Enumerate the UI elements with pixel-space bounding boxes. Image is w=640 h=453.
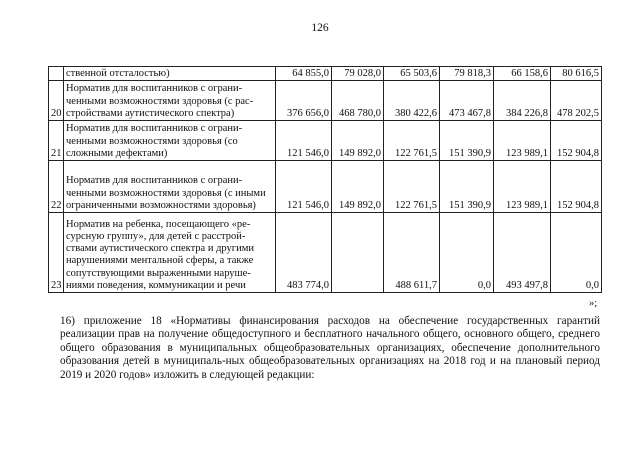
table-row (49, 81, 602, 121)
value-cell: 483 774,0 (276, 213, 332, 293)
value-cell: 0,0 (440, 213, 494, 293)
row-label: Норматив для воспитанников с ограни-ченными возможностями здоровья (с иными ограниченными возможностями здоровья) (64, 161, 276, 213)
row-label: ственной отсталостью) (64, 67, 276, 81)
table-row (49, 161, 602, 213)
value-cell: 493 497,8 (494, 213, 551, 293)
value-cell: 121 546,0 (276, 121, 332, 161)
value-cell: 123 989,1 (494, 121, 551, 161)
page-number: 126 (311, 22, 329, 34)
value-cell: 473 467,8 (440, 81, 494, 121)
row-number: 21 (49, 121, 64, 161)
row-label: Норматив для воспитанников с ограни-ченными возможностями здоровья (с рас-стройствами аутистического спектра) (64, 81, 276, 121)
value-cell: 468 780,0 (332, 81, 384, 121)
value-cell: 151 390,9 (440, 161, 494, 213)
value-cell: 0,0 (551, 213, 602, 293)
value-cell: 376 656,0 (276, 81, 332, 121)
value-cell: 79 028,0 (332, 67, 384, 81)
row-number: 22 (49, 161, 64, 213)
table-row (49, 213, 602, 293)
value-cell: 149 892,0 (332, 161, 384, 213)
value-cell: 380 422,6 (384, 81, 440, 121)
financing-norms-table (48, 66, 602, 293)
value-cell (332, 213, 384, 293)
value-cell: 66 158,6 (494, 67, 551, 81)
value-cell: 478 202,5 (551, 81, 602, 121)
value-cell: 152 904,8 (551, 121, 602, 161)
table-row (49, 121, 602, 161)
table-closing-quote: »; (589, 298, 598, 309)
value-cell: 123 989,1 (494, 161, 551, 213)
value-cell: 79 818,3 (440, 67, 494, 81)
row-number: 20 (49, 81, 64, 121)
row-label: Норматив на ребенка, посещающего «ре-сурсную группу», для детей с расстрой-ствами аутистического спектра и другими нарушениями ментальной сферы, а также сопутствующими выраженными наруше-ниями поведения, коммуникации и речи (64, 213, 276, 293)
value-cell: 121 546,0 (276, 161, 332, 213)
value-cell: 488 611,7 (384, 213, 440, 293)
row-label: Норматив для воспитанников с ограни-ченными возможностями здоровья (со сложными дефектами) (64, 121, 276, 161)
value-cell: 151 390,9 (440, 121, 494, 161)
row-number: 23 (49, 213, 64, 293)
value-cell: 65 503,6 (384, 67, 440, 81)
value-cell: 149 892,0 (332, 121, 384, 161)
table-row (49, 67, 602, 81)
value-cell: 122 761,5 (384, 121, 440, 161)
value-cell: 122 761,5 (384, 161, 440, 213)
value-cell: 384 226,8 (494, 81, 551, 121)
row-number (49, 67, 64, 81)
amendment-paragraph: 16) приложение 18 «Нормативы финансирования расходов на обеспечение государственных гарантий реализации прав на получение общедоступного и бесплатного начального общего, основного общего, среднего общего образования в муниципальных общеобразовательных организациях, обеспечение дополнительного образования детей в муниципаль-ных общеобразовательных организациях на 2018 год и на плановый период 2019 и 2020 годов» изложить в следующей редакции: (60, 315, 600, 381)
value-cell: 64 855,0 (276, 67, 332, 81)
value-cell: 80 616,5 (551, 67, 602, 81)
value-cell: 152 904,8 (551, 161, 602, 213)
